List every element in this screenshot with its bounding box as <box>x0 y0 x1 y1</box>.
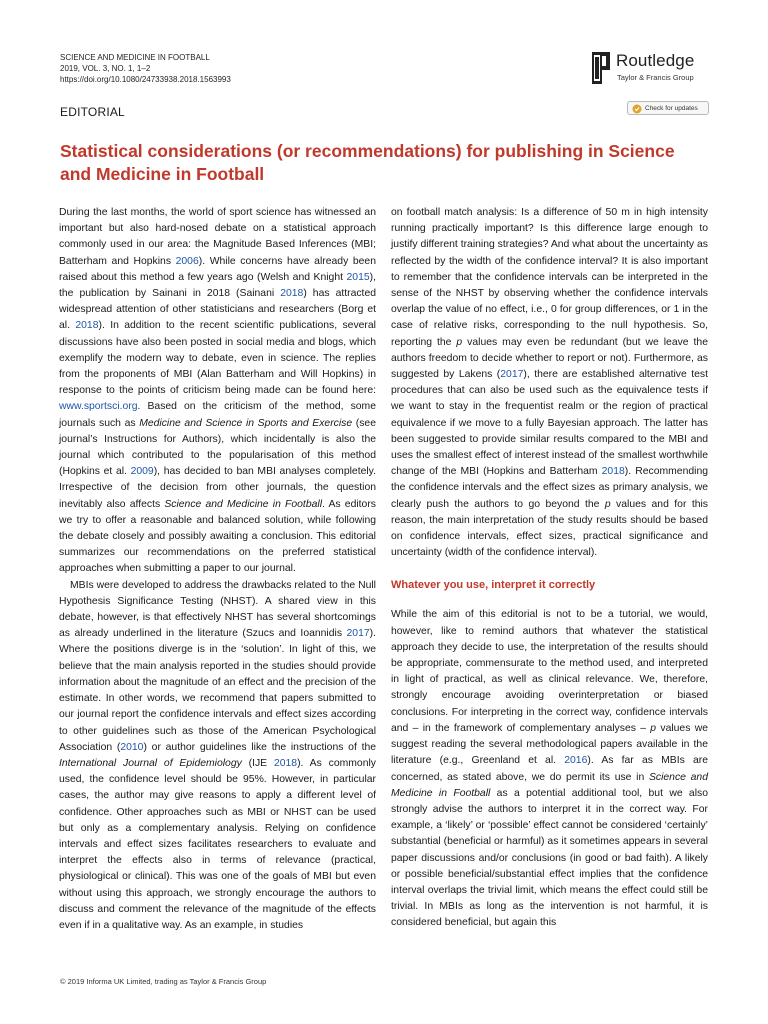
volume-info: 2019, VOL. 3, NO. 1, 1–2 <box>60 64 151 73</box>
citation-link[interactable]: 2018 <box>75 320 99 332</box>
publisher-name: Routledge <box>616 51 695 70</box>
journal-name: SCIENCE AND MEDICINE IN FOOTBALL <box>60 53 210 62</box>
sportsci-link[interactable]: www.sportsci.org <box>59 401 138 413</box>
section-label: EDITORIAL <box>60 105 125 119</box>
citation-link[interactable]: 2017 <box>500 369 524 381</box>
paragraph: While the aim of this editorial is not to be a tutorial, we would, however, like to remind authors that whatever the statistical approach they decide to use, the interpretation of the results should be appropriate, commensurate to the method used, and interpreted in light of practical, as well as clinical relevance. We, therefore, strongly encourage avoiding overinterpretation or biased conclusions. For interpreting in the correct way, confidence intervals and – in the framework of complementary analyses – p values we suggest reading the several methodological papers available in the literature (e.g., Greenland et al. 2016). As far as MBIs are concerned, as stated above, we do permit its use in Science and Medicine in Football as a potential additional tool, but we also strongly advise the authors to interpret it in the correct way. For example, a ‘likely’ or ‘possible’ effect cannot be considered ‘certainly’ substantial (beneficial or harmful) as it sometimes appears in several paper discussions and/or conclusions (in good or bad faith). A likely or possible beneficial/substantial effect implies that the confidence interval overlaps the trivial limit, which means the effect could still be trivial. In MBIs as long as the intervention is not harmful, it is considered beneficial, but again this <box>391 609 709 929</box>
citation-link[interactable]: 2010 <box>120 741 144 753</box>
routledge-logo-icon <box>592 52 610 84</box>
citation-link[interactable]: 2015 <box>346 271 370 283</box>
citation-link[interactable]: 2017 <box>346 628 370 640</box>
left-column <box>59 205 376 934</box>
check-updates-label: Check for updates <box>645 105 698 112</box>
paragraph: MBIs were developed to address the drawbacks related to the Null Hypothesis Significance Testing (NHST). A shared view in this debate, however, is that effectively NHST has several shortcomings as already underlined in the literature (Szucs and Ioannidis 2017). Where the positions diverge is in the ‘solution’. In light of this, we believe that the main analysis reported in the studies should provide information about the magnitude of an effect and the precision of the estimate. In other words, we recommend that papers submitted to our journal report the confidence intervals and effect sizes according to other guidelines such as those of the American Psychological Association (2010) or author guidelines like the instructions of the International Journal of Epidemiology (IJE 2018). As commonly used, the confidence level should be 95%. However, in particular cases, the author may give reasons to apply a different level of confidence. Other approaches such as MBI or NHST can be used but only as a complementary analysis. Relying on confidence intervals and effect sizes facilitates researchers to evaluate and interpret the effects also in terms of relevance (practical, physiological or clinical). This was one of the goals of MBI but even without using this approach, we strongly encourage the authors to discuss and comment the relevance of the magnitude of the effects even if in a qualitative way. As an example, in studies <box>59 579 377 931</box>
section-heading: Whatever you use, interpret it correctly <box>391 579 596 592</box>
doi-link[interactable]: https://doi.org/10.1080/24733938.2018.1563993 <box>60 75 231 84</box>
copyright-footer: © 2019 Informa UK Limited, trading as Taylor & Francis Group <box>60 977 267 986</box>
check-updates-button[interactable] <box>627 101 709 115</box>
paragraph: on football match analysis: Is a difference of 50 m in high intensity running practically important? Is this difference large enough to justify different training strategies? And what about the uncertainty as reflected by the width of the confidence interval? It is also important to remember that the confidence intervals can be interpreted in the sense of the NHST by observing whether the confidence intervals overlap the value of no effect, i.e., 0 for group differences, or 1 in the case of relative risks, corresponding to the null hypothesis. So, reporting the p values may even be redundant (but we leave the authors freedom to decide whether to report or not). Furthermore, as suggested by Lakens (2017), there are established alternative test procedures that can also be used such as the equivalence tests if we want to stay in the frequentist realm or the region of practical equivalence if we move to a fully Bayesian approach. The latter has been suggested to provide similar results compared to the MBI and uses the smallest effect of interest instead of the smallest worthwhile change of the MBI (Hopkins and Batterham 2018). Recommending the confidence intervals and the effect sizes as primary analysis, we clearly push the authors to go beyond the p values and for this reason, the main interpretation of the study results should be based on confidence intervals, effect sizes, practical significance and uncertainty (width of the confidence interval). <box>391 207 709 559</box>
citation-link[interactable]: 2016 <box>564 755 588 767</box>
citation-link[interactable]: 2018 <box>273 757 298 769</box>
article-title: Statistical considerations (or recommendations) for publishing in Science and Medicine in Football <box>60 140 675 184</box>
update-badge-icon <box>632 104 642 114</box>
paragraph: During the last months, the world of sport science has witnessed an important but also hard-nosed debate on a statistical approach commonly used in our area: the Magnitude Based Inferences (MBI; Batterham and Hopkins 2006). While concerns have already been raised about this method a few years ago (Welsh and Knight 2015), the publication by Sainani in 2018 (Sainani 2018) has attracted widespread attention of other statisticians and researchers (Borg et al. 2018). In addition to the recent scientific publications, several discussions have also been posted in social media and blogs, which exemplify the modern way to debate, even in science. The replies from the proponents of MBI (Alan Batterham and Will Hopkins) in response to the points of criticism being made can be found here: www.sportsci.org. Based on the criticism of the method, some journals such as Medicine and Science in Sports and Exercise (see journal’s Instructions for Authors), which incidentally is also the journal which contributed to the popularisation of this method (Hopkins et al. 2009), has decided to ban MBI analyses completely. Irrespective of the decision from other journals, the question inevitably also affects Science and Medicine in Football. As editors we try to offer a reasonable and balanced solution, while following the debate closely and possibly awaiting a conclusion. This editorial summarizes our recommendations on the preferred statistical approaches when submitting a paper to our journal. <box>59 207 377 575</box>
publisher-logo <box>592 50 722 86</box>
publisher-group: Taylor & Francis Group <box>617 73 694 82</box>
right-column <box>391 205 708 932</box>
journal-meta <box>60 52 231 85</box>
citation-link[interactable]: 2009 <box>130 466 154 478</box>
citation-link[interactable]: 2018 <box>280 288 304 300</box>
citation-link[interactable]: 2006 <box>175 255 199 267</box>
citation-link[interactable]: 2018 <box>601 466 625 478</box>
